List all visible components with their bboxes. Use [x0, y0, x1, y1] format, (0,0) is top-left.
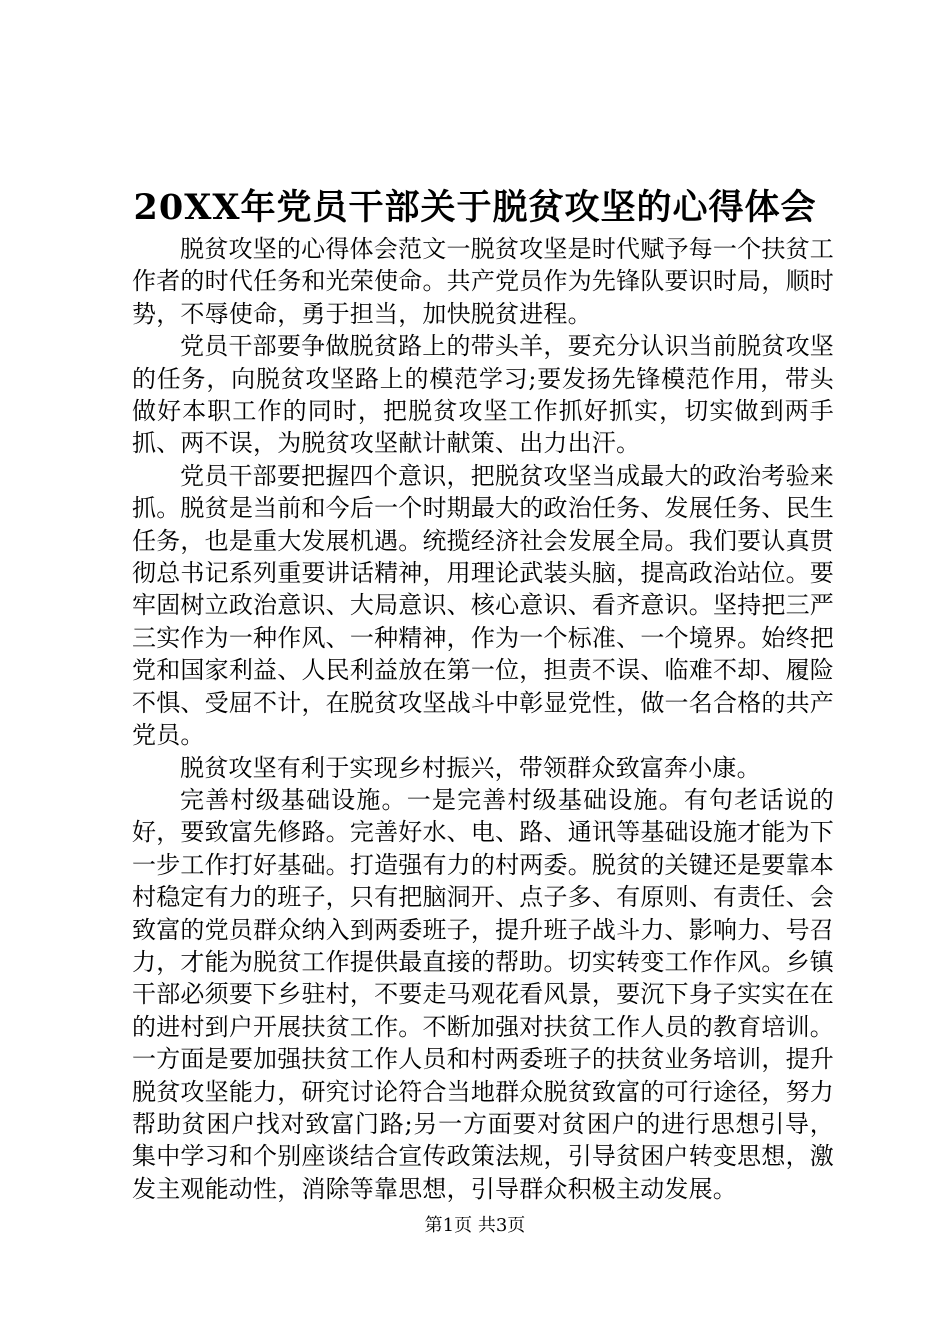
paragraph-1: 脱贫攻坚的心得体会范文一脱贫攻坚是时代赋予每一个扶贫工作者的时代任务和光荣使命。共产党员作为先锋队要识时局，顺时势，不辱使命，勇于担当，加快脱贫进程。: [132, 235, 834, 328]
page-number-footer: 第1页 共3页: [424, 1215, 526, 1236]
paragraph-3: 党员干部要把握四个意识，把脱贫攻坚当成最大的政治考验来抓。脱贫是当前和今后一个时期最大的政治任务、发展任务、民生任务，也是重大发展机遇。统揽经济社会发展全局。我们要认真贯彻总书记系列重要讲话精神，用理论武装头脑，提高政治站位。要牢固树立政治意识、大局意识、核心意识、看齐意识。坚持把三严三实作为一种作风、一种精神，作为一个标准、一个境界。始终把党和国家利益、人民利益放在第一位，担责不误、临难不却、履险不惧、受屈不计，在脱贫攻坚战斗中彰显党性，做一名合格的共产党员。: [132, 461, 834, 750]
paragraph-5: 完善村级基础设施。一是完善村级基础设施。有句老话说的好，要致富先修路。完善好水、电、路、通讯等基础设施才能为下一步工作打好基础。打造强有力的村两委。脱贫的关键还是要靠本村稳定有力的班子，只有把脑洞开、点子多、有原则、有责任、会致富的党员群众纳入到两委班子，提升班子战斗力、影响力、号召力，才能为脱贫工作提供最直接的帮助。切实转变工作作风。乡镇干部必须要下乡驻村，不要走马观花看风景，要沉下身子实实在在的进村到户开展扶贫工作。不断加强对扶贫工作人员的教育培训。一方面是要加强扶贫工作人员和村两委班子的扶贫业务培训，提升脱贫攻坚能力，研究讨论符合当地群众脱贫致富的可行途径，努力帮助贫困户找对致富门路;另一方面要对贫困户的进行思想引导，集中学习和个别座谈结合宣传政策法规，引导贫困户转变思想，激发主观能动性，消除等靠思想，引导群众积极主动发展。: [132, 785, 834, 1203]
document-body: [132, 233, 834, 1205]
document-title: 20XX年党员干部关于脱贫攻坚的心得体会: [133, 187, 817, 228]
paragraph-4: 脱贫攻坚有利于实现乡村振兴，带领群众致富奔小康。: [180, 753, 761, 782]
paragraph-2: 党员干部要争做脱贫路上的带头羊，要充分认识当前脱贫攻坚的任务，向脱贫攻坚路上的模范学习;要发扬先锋模范作用，带头做好本职工作的同时，把脱贫攻坚工作抓好抓实，切实做到两手抓、两不误，为脱贫攻坚献计献策、出力出汗。: [132, 332, 834, 458]
